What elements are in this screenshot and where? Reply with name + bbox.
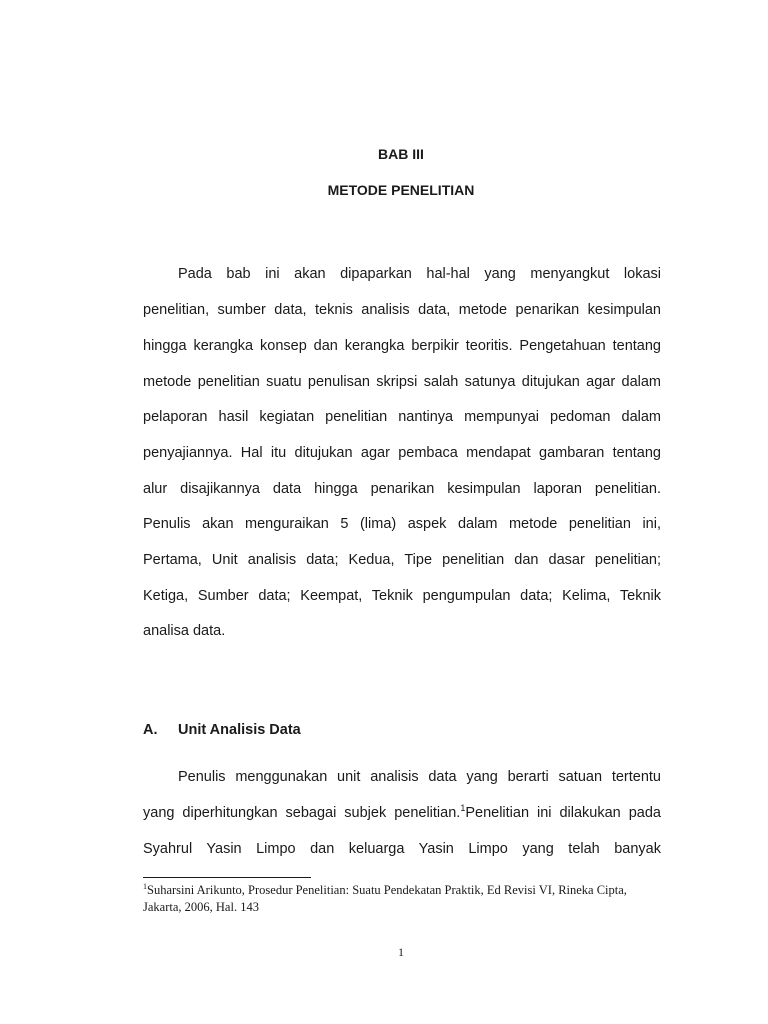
intro-line: alur disajikannya data hingga penarikan kesimpulan laporan penelitian.: [143, 481, 661, 497]
intro-line: Penulis akan menguraikan 5 (lima) aspek dalam metode penelitian ini,: [143, 516, 661, 532]
chapter-title: METODE PENELITIAN: [327, 182, 475, 198]
section-line-with-footnote-ref: [143, 803, 661, 823]
intro-line: metode penelitian suatu penulisan skripsi salah satunya ditujukan agar dalam: [143, 374, 661, 390]
footnote-marker: 1: [143, 881, 147, 891]
footnote-divider: [143, 877, 311, 878]
page-number: 1: [398, 945, 404, 959]
section-letter: A.: [143, 722, 158, 738]
intro-line: analisa data.: [143, 623, 226, 639]
footnote-line-1: Suharsini Arikunto, Prosedur Penelitian: Suatu Pendekatan Praktik, Ed Revisi VI, Rineka Cipta,: [147, 883, 627, 897]
intro-line: pelaporan hasil kegiatan penelitian nantinya mempunyai pedoman dalam: [143, 409, 661, 425]
footnote-line-2: Jakarta, 2006, Hal. 143: [143, 900, 259, 914]
intro-line: penyajiannya. Hal itu ditujukan agar pembaca mendapat gambaran tentang: [143, 445, 661, 461]
intro-line: Ketiga, Sumber data; Keempat, Teknik pengumpulan data; Kelima, Teknik: [143, 588, 661, 604]
intro-line: penelitian, sumber data, teknis analisis data, metode penarikan kesimpulan: [143, 302, 661, 318]
section-line: Penulis menggunakan unit analisis data yang berarti satuan tertentu: [178, 769, 661, 785]
section-line-text: yang diperhitungkan sebagai subjek penelitian.: [143, 805, 461, 821]
intro-line: Pertama, Unit analisis data; Kedua, Tipe penelitian dan dasar penelitian;: [143, 552, 661, 568]
intro-line: Pada bab ini akan dipaparkan hal-hal yang menyangkut lokasi: [178, 266, 661, 282]
chapter-label: BAB III: [378, 146, 424, 162]
footnote: [143, 882, 663, 916]
section-heading: [143, 720, 301, 740]
section-line: Syahrul Yasin Limpo dan keluarga Yasin Limpo yang telah banyak: [143, 841, 661, 857]
footnote-reference[interactable]: 1: [460, 803, 466, 814]
section-line-text: Penelitian ini dilakukan pada: [465, 805, 661, 821]
intro-line: hingga kerangka konsep dan kerangka berpikir teoritis. Pengetahuan tentang: [143, 338, 661, 354]
section-title: Unit Analisis Data: [178, 722, 301, 738]
